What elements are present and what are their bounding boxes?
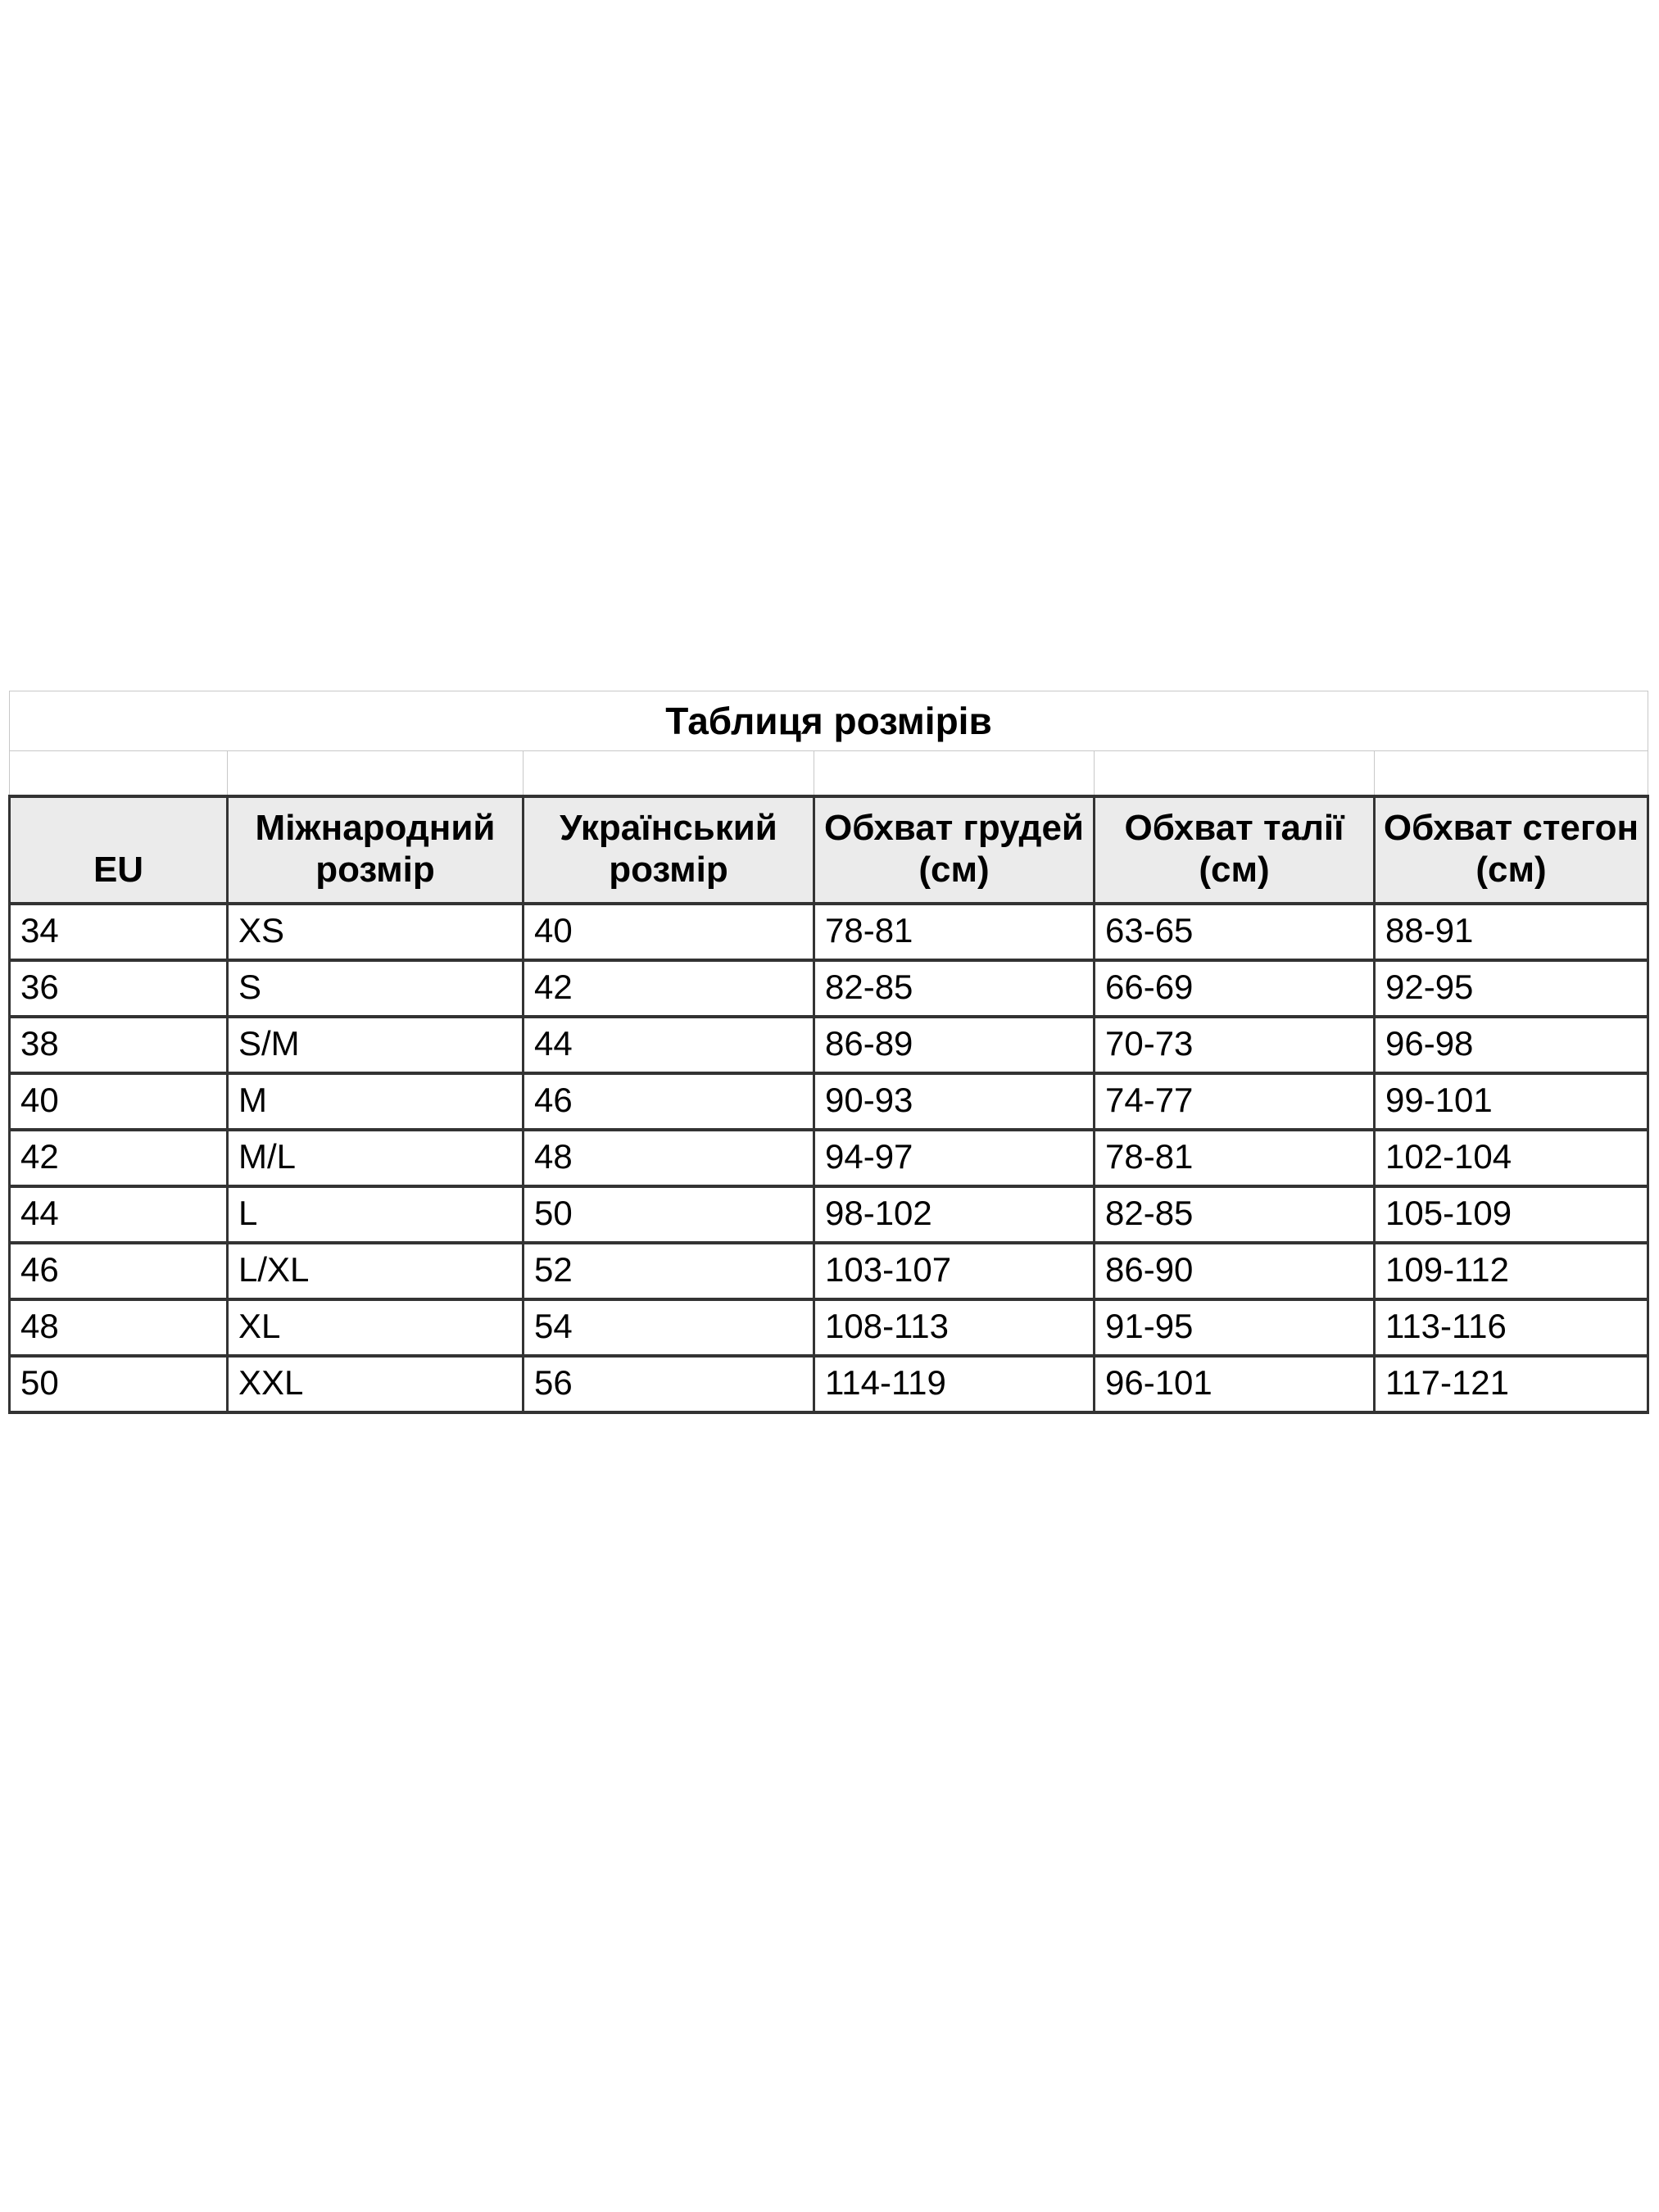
table-cell: 50	[524, 1186, 814, 1243]
table-cell: 108-113	[814, 1299, 1095, 1356]
table-cell: 96-101	[1095, 1356, 1375, 1412]
table-cell: 56	[524, 1356, 814, 1412]
spacer-cell	[814, 751, 1095, 797]
table-cell: L	[228, 1186, 524, 1243]
spacer-cell	[1375, 751, 1648, 797]
table-cell: 105-109	[1375, 1186, 1648, 1243]
table-cell: 48	[10, 1299, 228, 1356]
table-cell: 44	[10, 1186, 228, 1243]
table-cell: 113-116	[1375, 1299, 1648, 1356]
table-cell: S	[228, 960, 524, 1017]
spacer-cell	[228, 751, 524, 797]
header-cell: EU	[10, 796, 228, 904]
table-cell: XL	[228, 1299, 524, 1356]
table-cell: S/M	[228, 1017, 524, 1073]
table-cell: 103-107	[814, 1243, 1095, 1299]
table-row	[10, 1130, 1648, 1186]
table-row	[10, 1299, 1648, 1356]
size-chart	[8, 691, 1647, 1414]
table-cell: 91-95	[1095, 1299, 1375, 1356]
table-cell: 63-65	[1095, 904, 1375, 960]
table-cell: 86-90	[1095, 1243, 1375, 1299]
table-row	[10, 1017, 1648, 1073]
header-cell: Обхват талії (см)	[1095, 796, 1375, 904]
table-cell: 82-85	[814, 960, 1095, 1017]
table-cell: 78-81	[814, 904, 1095, 960]
table-cell: M	[228, 1073, 524, 1130]
table-cell: 109-112	[1375, 1243, 1648, 1299]
table-cell: 66-69	[1095, 960, 1375, 1017]
table-cell: 38	[10, 1017, 228, 1073]
table-cell: 40	[10, 1073, 228, 1130]
header-cell: Український розмір	[524, 796, 814, 904]
table-cell: 102-104	[1375, 1130, 1648, 1186]
table-cell: 92-95	[1375, 960, 1648, 1017]
table-cell: 36	[10, 960, 228, 1017]
header-cell: Обхват стегон (см)	[1375, 796, 1648, 904]
table-row	[10, 1243, 1648, 1299]
table-cell: 82-85	[1095, 1186, 1375, 1243]
table-cell: 86-89	[814, 1017, 1095, 1073]
table-cell: 46	[524, 1073, 814, 1130]
table-title-row	[10, 691, 1648, 751]
table-cell: 48	[524, 1130, 814, 1186]
table-cell: 46	[10, 1243, 228, 1299]
table-cell: 98-102	[814, 1186, 1095, 1243]
table-cell: 52	[524, 1243, 814, 1299]
spacer-cell	[524, 751, 814, 797]
table-cell: M/L	[228, 1130, 524, 1186]
table-cell: 88-91	[1375, 904, 1648, 960]
table-cell: 34	[10, 904, 228, 960]
header-cell: Міжнародний розмір	[228, 796, 524, 904]
table-cell: 117-121	[1375, 1356, 1648, 1412]
table-row	[10, 1073, 1648, 1130]
table-row	[10, 960, 1648, 1017]
table-cell: 40	[524, 904, 814, 960]
table-cell: 42	[524, 960, 814, 1017]
table-cell: L/XL	[228, 1243, 524, 1299]
table-cell: 94-97	[814, 1130, 1095, 1186]
table-cell: 90-93	[814, 1073, 1095, 1130]
table-cell: 114-119	[814, 1356, 1095, 1412]
table-row	[10, 1356, 1648, 1412]
table-cell: XS	[228, 904, 524, 960]
table-cell: 78-81	[1095, 1130, 1375, 1186]
table-spacer-row	[10, 751, 1648, 797]
table-row	[10, 904, 1648, 960]
table-cell: 54	[524, 1299, 814, 1356]
table-cell: 44	[524, 1017, 814, 1073]
table-cell: 74-77	[1095, 1073, 1375, 1130]
table-cell: 50	[10, 1356, 228, 1412]
table-row	[10, 1186, 1648, 1243]
table-cell: XXL	[228, 1356, 524, 1412]
table-title: Таблиця розмірів	[10, 691, 1648, 751]
spacer-cell	[1095, 751, 1375, 797]
table-cell: 42	[10, 1130, 228, 1186]
size-chart-table	[8, 691, 1649, 1414]
spacer-cell	[10, 751, 228, 797]
table-header-row	[10, 796, 1648, 904]
table-cell: 70-73	[1095, 1017, 1375, 1073]
table-cell: 96-98	[1375, 1017, 1648, 1073]
table-cell: 99-101	[1375, 1073, 1648, 1130]
header-cell: Обхват грудей (см)	[814, 796, 1095, 904]
